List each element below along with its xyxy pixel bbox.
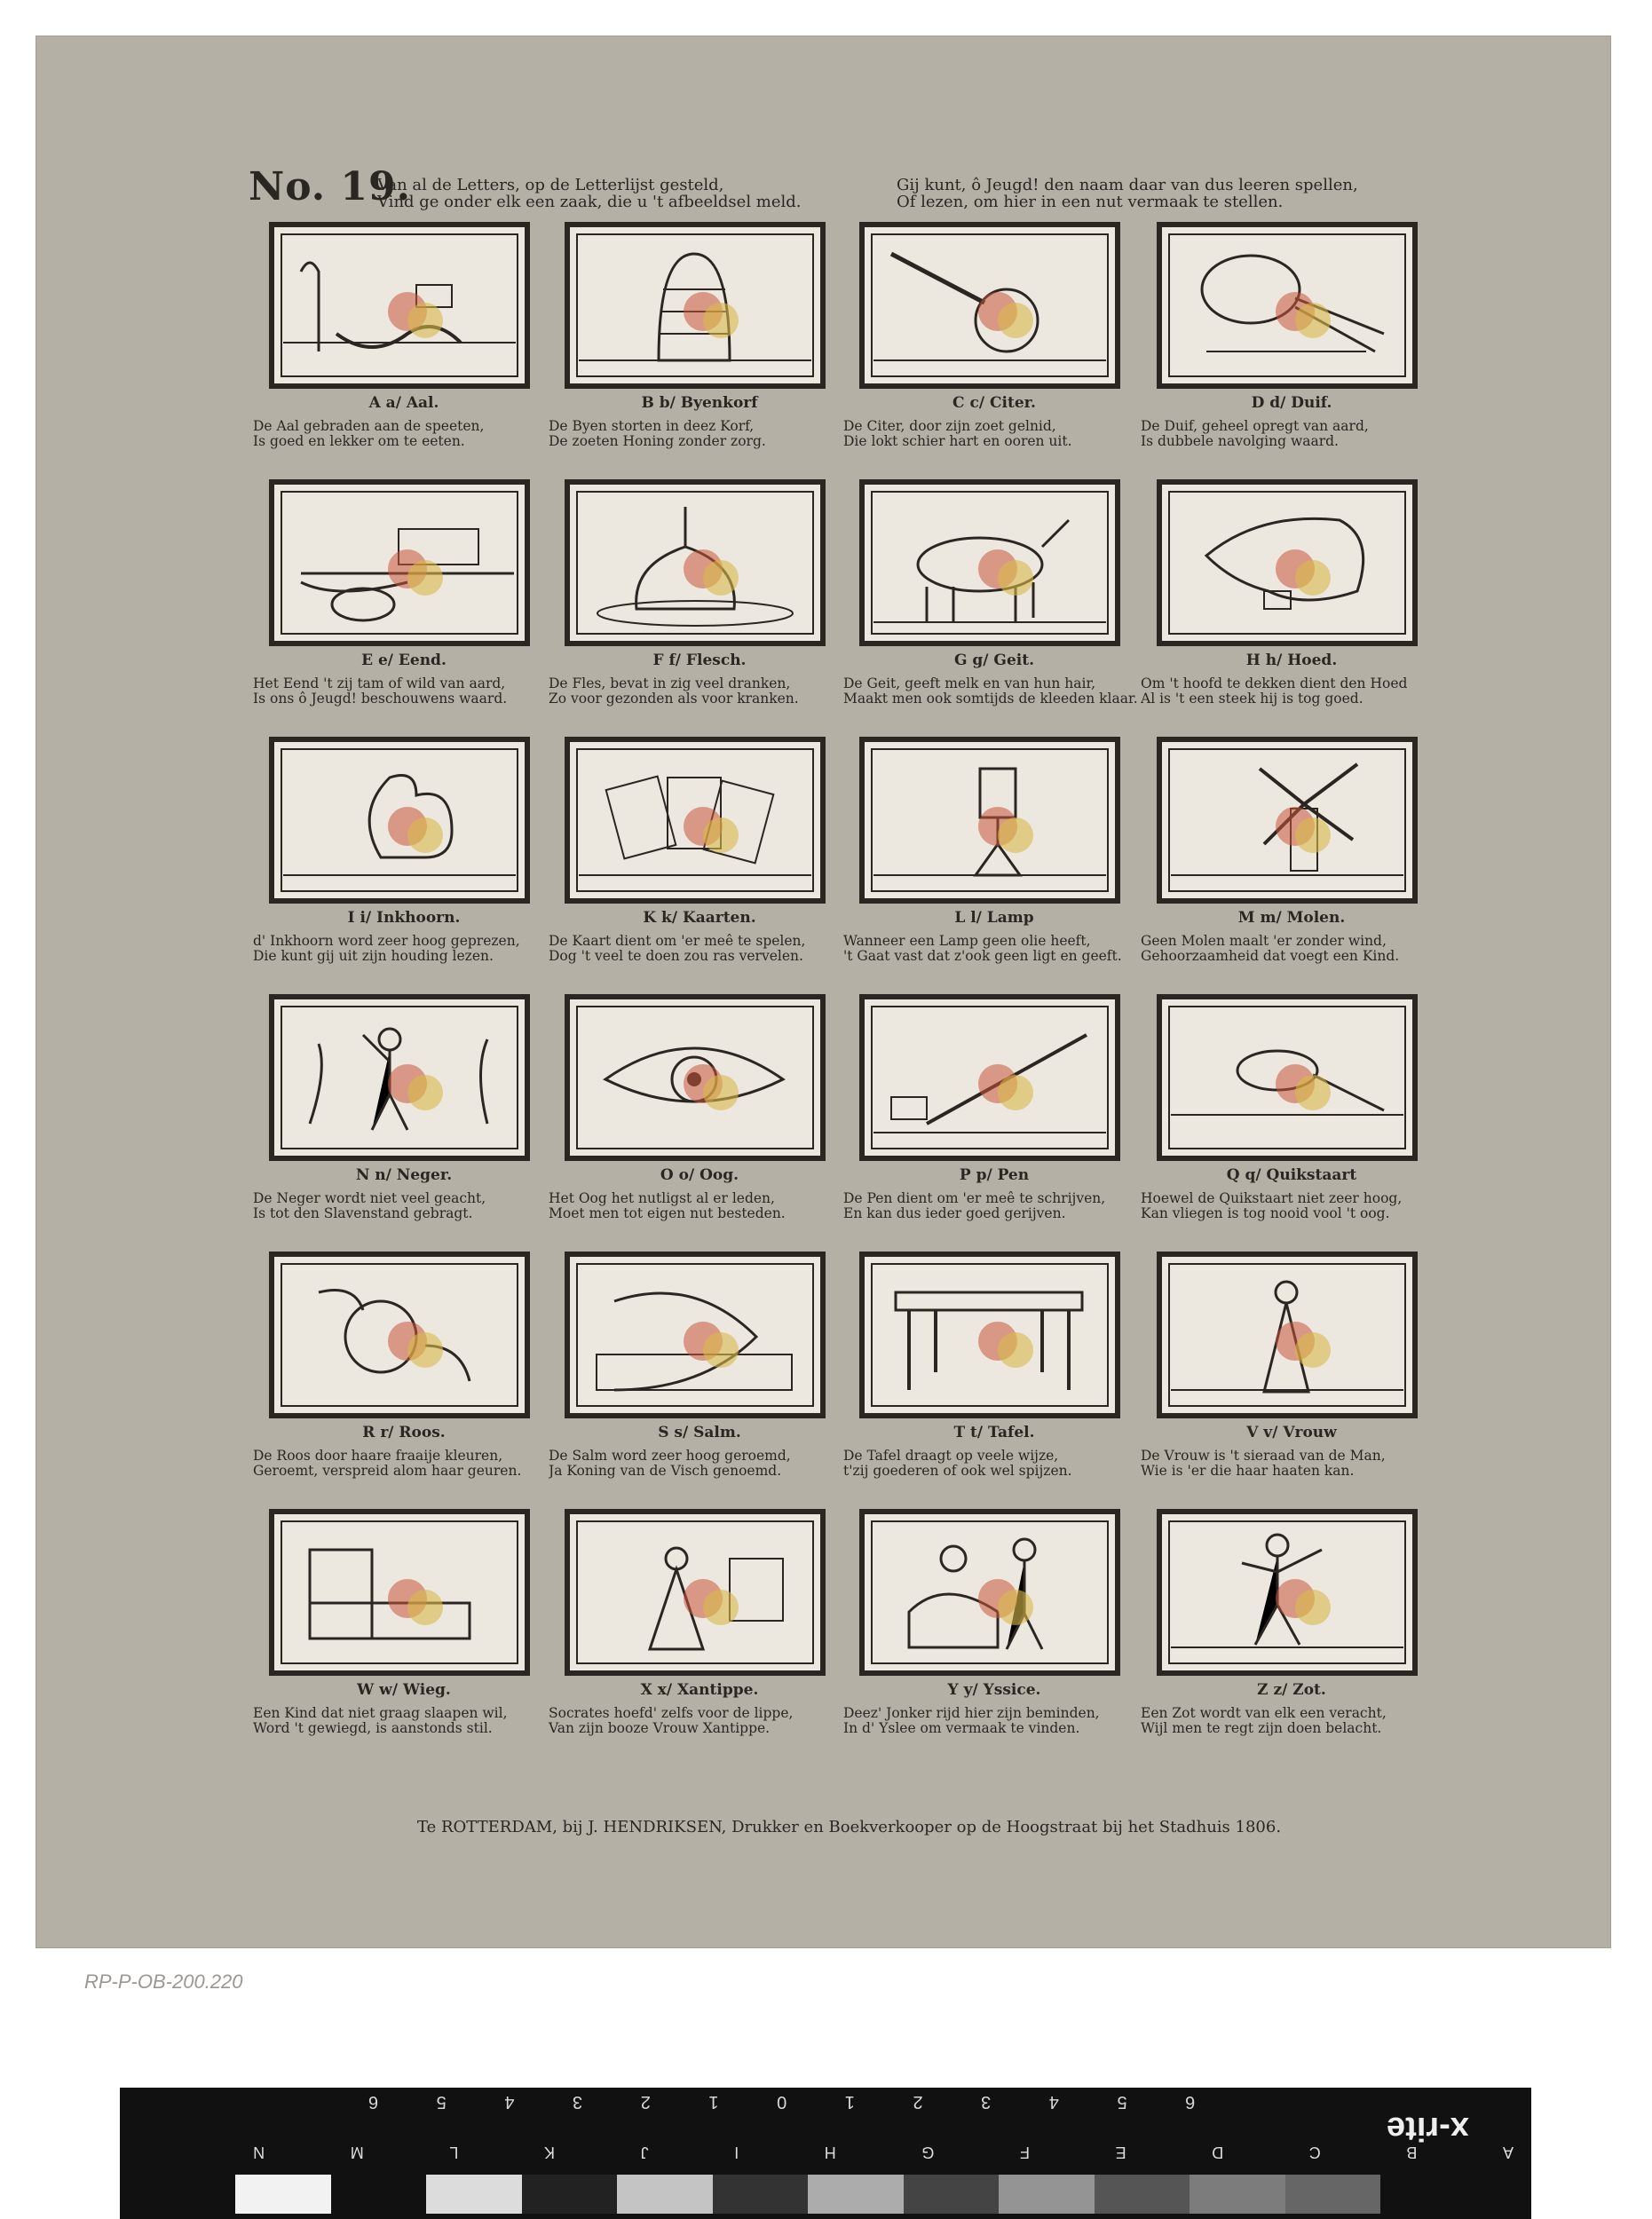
woodcut-illustration <box>1157 737 1418 904</box>
rhyme-line: Een Zot wordt van elk een veracht, <box>1141 1706 1387 1721</box>
rhyme <box>549 1449 855 1479</box>
rhyme <box>549 1191 855 1221</box>
rhyme-line: In d' Yslee om vermaak te vinden. <box>843 1721 1080 1736</box>
patch-letters <box>253 2143 1514 2161</box>
woodcut-illustration <box>1157 479 1418 646</box>
rhyme <box>549 419 855 449</box>
picture-cell <box>843 479 1145 735</box>
rhyme-line: De Vrouw is 't sieraad van de Man, <box>1141 1449 1386 1464</box>
rhyme <box>253 1191 559 1221</box>
letter-caption: Y y/ Yssice. <box>947 1681 1041 1699</box>
verse-line: Of lezen, om hier in een nut vermaak te stellen. <box>897 193 1284 211</box>
picture-cell <box>843 1509 1145 1765</box>
picture-cell <box>1141 994 1443 1250</box>
woodcut-illustration <box>565 1252 826 1418</box>
picture-cell <box>1141 737 1443 992</box>
rhyme-line: Is goed en lekker om te eeten. <box>253 434 465 449</box>
patch-letter: G <box>921 2144 935 2161</box>
letter-caption: B b/ Byenkorf <box>641 394 758 412</box>
verse-line: Van al de Letters, op de Letterlijst gesteld, <box>377 176 724 194</box>
rhyme <box>1141 1449 1447 1479</box>
picture-cell <box>1141 1509 1443 1765</box>
letter-caption: T t/ Tafel. <box>953 1424 1035 1441</box>
picture-cell <box>1141 1252 1443 1507</box>
rhyme-line: De Citer, door zijn zoet gelnid, <box>843 419 1056 434</box>
picture-cell <box>1141 479 1443 735</box>
rhyme <box>1141 1191 1447 1221</box>
rhyme <box>253 1706 559 1736</box>
rhyme-line: Geroemt, verspreid alom haar geuren. <box>253 1464 522 1479</box>
rhyme-line: De Geit, geeft melk en van hun hair, <box>843 676 1096 691</box>
rhyme <box>549 1706 855 1736</box>
rhyme <box>253 676 559 707</box>
rhyme-line: 't Gaat vast dat z'ook geen ligt en geeft. <box>843 949 1122 964</box>
letter-caption: M m/ Molen. <box>1237 909 1346 927</box>
picture-cell <box>549 222 850 478</box>
woodcut-illustration <box>565 994 826 1161</box>
letter-caption: X x/ Xantippe. <box>640 1681 759 1699</box>
picture-cell <box>549 737 850 992</box>
rhyme-line: Het Eend 't zij tam of wild van aard, <box>253 676 506 691</box>
color-calibration-target <box>120 2088 1531 2219</box>
letter-caption: S s/ Salm. <box>658 1424 741 1441</box>
letter-caption: H h/ Hoed. <box>1245 651 1338 669</box>
patch-letter: E <box>1115 2144 1126 2161</box>
woodcut-illustration <box>859 737 1120 904</box>
gray-patches <box>235 2175 1380 2214</box>
patch-letter: F <box>1019 2144 1030 2161</box>
picture-cell <box>253 1252 555 1507</box>
rhyme-line: Wie is 'er die haar haaten kan. <box>1141 1464 1355 1479</box>
patch-letter: D <box>1212 2144 1224 2161</box>
letter-caption: W w/ Wieg. <box>357 1681 451 1699</box>
rhyme <box>843 934 1150 964</box>
rhyme-line: De Fles, bevat in zig veel dranken, <box>549 676 791 691</box>
woodcut-illustration <box>269 1509 530 1676</box>
rhyme <box>549 934 855 964</box>
rhyme-line: Al is 't een steek hij is tog goed. <box>1141 691 1363 707</box>
woodcut-illustration <box>859 222 1120 389</box>
rhyme-line: De Tafel draagt op veele wijze, <box>843 1449 1059 1464</box>
rhyme <box>1141 419 1447 449</box>
rhyme-line: Die lokt schier hart en ooren uit. <box>843 434 1072 449</box>
picture-cell <box>549 1509 850 1765</box>
letter-caption: Q q/ Quikstaart <box>1226 1166 1357 1184</box>
picture-cell <box>549 994 850 1250</box>
rhyme-line: d' Inkhoorn word zeer hoog geprezen, <box>253 934 520 949</box>
woodcut-illustration <box>565 479 826 646</box>
rhyme-line: Wijl men te regt zijn doen belacht. <box>1141 1721 1382 1736</box>
patch-letter: A <box>1502 2144 1514 2161</box>
rhyme <box>843 419 1150 449</box>
rhyme-line: De Pen dient om 'er meê te schrijven, <box>843 1191 1106 1206</box>
patch-letter: C <box>1308 2144 1321 2161</box>
woodcut-illustration <box>565 222 826 389</box>
picture-cell <box>549 1252 850 1507</box>
rhyme <box>843 1706 1150 1736</box>
letter-caption: V v/ Vrouw <box>1246 1424 1337 1441</box>
rhyme <box>1141 934 1447 964</box>
rhyme-line: Geen Molen maalt 'er zonder wind, <box>1141 934 1387 949</box>
patch-letter: B <box>1406 2144 1418 2161</box>
picture-cell <box>843 1252 1145 1507</box>
intro-verse-left <box>377 177 802 210</box>
rhyme-line: Ja Koning van de Visch genoemd. <box>549 1464 782 1479</box>
rhyme-line: De Neger wordt niet veel geacht, <box>253 1191 486 1206</box>
woodcut-illustration <box>269 1252 530 1418</box>
rhyme-line: Zo voor gezonden als voor kranken. <box>549 691 799 707</box>
rhyme-line: Van zijn booze Vrouw Xantippe. <box>549 1721 771 1736</box>
patch-letter: I <box>734 2144 739 2161</box>
woodcut-illustration <box>269 737 530 904</box>
rhyme-line: Kan vliegen is tog nooid vool 't oog. <box>1141 1206 1390 1221</box>
letter-caption: L l/ Lamp <box>954 909 1034 927</box>
letter-caption: E e/ Eend. <box>361 651 447 669</box>
woodcut-illustration <box>565 1509 826 1676</box>
rhyme-line: Socrates hoefd' zelfs voor de lippe, <box>549 1706 794 1721</box>
rhyme <box>843 1449 1150 1479</box>
picture-cell <box>1141 222 1443 478</box>
rhyme-line: Wanneer een Lamp geen olie heeft, <box>843 934 1091 949</box>
xrite-logo: x-rite <box>1387 2110 1469 2147</box>
woodcut-illustration <box>269 994 530 1161</box>
rhyme-line: De Aal gebraden aan de speeten, <box>253 419 485 434</box>
picture-cell <box>843 737 1145 992</box>
woodcut-illustration <box>859 479 1120 646</box>
rhyme-line: Gehoorzaamheid dat voegt een Kind. <box>1141 949 1400 964</box>
patch-letter: M <box>350 2144 364 2161</box>
printer-imprint: Te ROTTERDAM, bij J. HENDRIKSEN, Drukker en Boekverkooper op de Hoogstraat bij het Stadhuis 1806. <box>417 1818 1282 1836</box>
rhyme <box>843 1191 1150 1221</box>
rhyme-line: Een Kind dat niet graag slaapen wil, <box>253 1706 508 1721</box>
rhyme-line: En kan dus ieder goed gerijven. <box>843 1206 1066 1221</box>
rhyme-line: Het Oog het nutligst al er leden, <box>549 1191 775 1206</box>
picture-cell <box>549 479 850 735</box>
letter-caption: O o/ Oog. <box>660 1166 739 1184</box>
rhyme-line: Hoewel de Quikstaart niet zeer hoog, <box>1141 1191 1403 1206</box>
picture-cell <box>253 479 555 735</box>
print-sheet <box>36 36 1611 1948</box>
patch-letter: H <box>824 2144 836 2161</box>
rhyme-line: De Duif, geheel opregt van aard, <box>1141 419 1369 434</box>
rhyme-line: Maakt men ook somtijds de kleeden klaar. <box>843 691 1138 707</box>
woodcut-illustration <box>859 994 1120 1161</box>
rhyme <box>549 676 855 707</box>
rhyme-line: Word 't gewiegd, is aanstonds stil. <box>253 1721 493 1736</box>
rhyme <box>843 676 1150 707</box>
rhyme-line: t'zij goederen of ook wel spijzen. <box>843 1464 1072 1479</box>
woodcut-illustration <box>1157 1252 1418 1418</box>
inventory-number: RP-P-OB-200.220 <box>84 1970 243 1993</box>
rhyme-line: Is tot den Slavenstand gebragt. <box>253 1206 473 1221</box>
rhyme <box>1141 676 1447 707</box>
letter-caption: P p/ Pen <box>959 1166 1030 1184</box>
woodcut-illustration <box>859 1252 1120 1418</box>
rhyme-line: Moet men tot eigen nut besteden. <box>549 1206 786 1221</box>
rhyme-line: Is dubbele navolging waard. <box>1141 434 1339 449</box>
sheet-number: No. 19. <box>249 164 411 209</box>
rhyme <box>1141 1706 1447 1736</box>
letter-caption: A a/ Aal. <box>368 394 439 412</box>
woodcut-illustration <box>565 737 826 904</box>
woodcut-illustration <box>1157 994 1418 1161</box>
picture-cell <box>253 1509 555 1765</box>
picture-cell <box>843 222 1145 478</box>
rhyme <box>253 419 559 449</box>
rhyme-line: De Salm word zeer hoog geroemd, <box>549 1449 791 1464</box>
letter-caption: F f/ Flesch. <box>652 651 747 669</box>
verse-line: Vind ge onder elk een zaak, die u 't afbeeldsel meld. <box>377 193 802 211</box>
rhyme-line: De Kaart dient om 'er meê te spelen, <box>549 934 806 949</box>
patch-letter: K <box>543 2144 555 2161</box>
letter-caption: N n/ Neger. <box>355 1166 453 1184</box>
rhyme-line: Om 't hoofd te dekken dient den Hoed <box>1141 676 1408 691</box>
picture-cell <box>253 994 555 1250</box>
rhyme-line: Dog 't veel te doen zou ras vervelen. <box>549 949 803 964</box>
letter-caption: I i/ Inkhoorn. <box>347 909 461 927</box>
rhyme <box>253 934 559 964</box>
rhyme-line: Is ons ô Jeugd! beschouwens waard. <box>253 691 508 707</box>
patch-letter: J <box>640 2144 649 2161</box>
letter-caption: R r/ Roos. <box>362 1424 446 1441</box>
woodcut-illustration <box>1157 222 1418 389</box>
rhyme-line: Die kunt gij uit zijn houding lezen. <box>253 949 494 964</box>
rhyme-line: De Roos door haare fraaije kleuren, <box>253 1449 503 1464</box>
rhyme <box>253 1449 559 1479</box>
letter-caption: G g/ Geit. <box>953 651 1034 669</box>
woodcut-illustration <box>859 1509 1120 1676</box>
woodcut-illustration <box>1157 1509 1418 1676</box>
patch-letter: N <box>253 2144 265 2161</box>
patch-letter: L <box>449 2144 459 2161</box>
letter-caption: D d/ Duif. <box>1251 394 1332 412</box>
picture-cell <box>253 737 555 992</box>
letter-caption: C c/ Citer. <box>952 394 1036 412</box>
letter-caption: K k/ Kaarten. <box>643 909 756 927</box>
intro-verse-right <box>897 177 1358 210</box>
picture-cell <box>253 222 555 478</box>
rhyme-line: Deez' Jonker rijd hier zijn beminden, <box>843 1706 1100 1721</box>
verse-line: Gij kunt, ô Jeugd! den naam daar van dus leeren spellen, <box>897 176 1358 194</box>
rhyme-line: De zoeten Honing zonder zorg. <box>549 434 766 449</box>
letter-caption: Z z/ Zot. <box>1257 1681 1326 1699</box>
picture-cell <box>843 994 1145 1250</box>
woodcut-illustration <box>269 479 530 646</box>
rhyme-line: De Byen storten in deez Korf, <box>549 419 755 434</box>
woodcut-illustration <box>269 222 530 389</box>
ruler-scale: 6 5 4 3 2 1 0 1 2 3 4 5 6 <box>342 2092 1196 2112</box>
